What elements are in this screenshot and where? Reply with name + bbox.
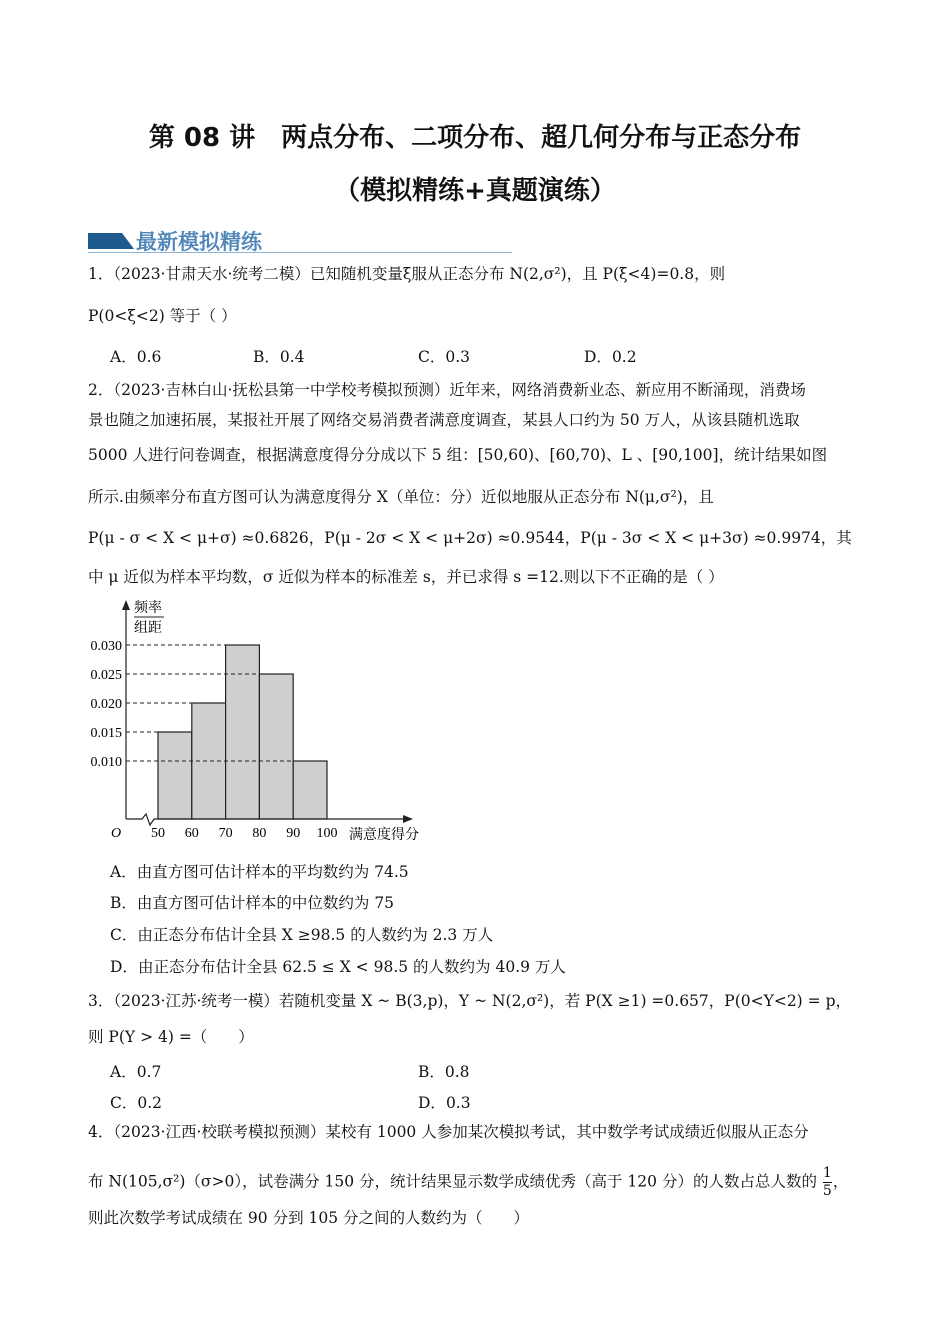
- option-c: C．由正态分布估计全县 X ≥98.5 的人数约为 2.3 万人: [110, 926, 494, 944]
- histogram-bar: [226, 645, 260, 819]
- option-d: D．0.2: [584, 348, 637, 366]
- fraction: $\frac{1}{5}$: [822, 1165, 832, 1199]
- section-title: 最新模拟精练: [136, 230, 262, 254]
- question-text: 则 P(Y > 4) =（ ）: [88, 1028, 254, 1046]
- question-text: P(μ - σ < X < μ+σ) ≈0.6826，P(μ - 2σ < X < μ+2σ) ≈0.9544，P(μ - 3σ < X < μ+3σ) ≈0.9974，其: [88, 529, 852, 547]
- x-axis-label: 满意度得分: [349, 828, 419, 843]
- x-tick-label: 90: [286, 826, 301, 841]
- option-a: A．由直方图可估计样本的平均数约为 74.5: [110, 863, 409, 881]
- x-axis-arrow-icon: [403, 815, 413, 823]
- option-d: D．由正态分布估计全县 62.5 ≤ X < 98.5 的人数约为 40.9 万人: [110, 958, 566, 976]
- question-text: 2．（2023·吉林白山·抚松县第一中学校考模拟预测）近年来，网络消费新业态、新应用不断涌现，消费场: [88, 381, 806, 399]
- histogram-bar: [293, 761, 327, 819]
- y-tick-label: 0.025: [90, 668, 122, 683]
- question-text: P(0<ξ<2) 等于（ ）: [88, 307, 237, 325]
- option-a: A．0.7: [110, 1063, 162, 1081]
- y-axis-label-denominator: 组距: [134, 621, 162, 636]
- x-tick-label: 80: [252, 826, 267, 841]
- question-text: 布 N(105,σ²)（σ>0），试卷满分 150 分，统计结果显示数学成绩优秀（高于 120 分）的人数占总人数的 $\frac{1}{5}$ ，: [88, 1165, 849, 1199]
- histogram-bar: [259, 674, 293, 819]
- question-text: 所示.由频率分布直方图可认为满意度得分 X（单位：分）近似地服从正态分布 N(μ,σ²)，且: [88, 488, 714, 506]
- option-c: C．0.3: [418, 348, 471, 366]
- option-b: B．由直方图可估计样本的中位数约为 75: [110, 894, 395, 912]
- y-tick-label: 0.030: [90, 639, 122, 654]
- y-tick-label: 0.010: [90, 755, 122, 770]
- y-tick-label: 0.020: [90, 697, 122, 712]
- page-subtitle: （模拟精练+真题演练）: [334, 176, 616, 206]
- question-text: 中 μ 近似为样本平均数，σ 近似为样本的标准差 s，并已求得 s =12.则以下不正确的是（ ）: [88, 568, 724, 586]
- page-title: 第 08 讲 两点分布、二项分布、超几何分布与正态分布: [148, 123, 802, 153]
- x-tick-label: 60: [184, 826, 199, 841]
- histogram-chart: [80, 590, 440, 850]
- option-d: D．0.3: [418, 1094, 471, 1112]
- x-tick-label: 50: [151, 826, 165, 841]
- option-b: B．0.8: [418, 1063, 470, 1081]
- section-header: [88, 226, 512, 253]
- question-text: 5000 人进行问卷调查，根据满意度得分分成以下 5 组：[50,60)、[60,70)、L 、[90,100]，统计结果如图: [88, 446, 828, 464]
- x-tick-label: 70: [218, 826, 233, 841]
- section-banner-icon: [88, 233, 122, 249]
- question-text: 1．（2023·甘肃天水·统考二模）已知随机变量ξ服从正态分布 N(2,σ²)，且 P(ξ<4)=0.8，则: [88, 265, 726, 283]
- option-a: A．0.6: [110, 348, 162, 366]
- y-axis-arrow-icon: [122, 600, 130, 610]
- origin-label: O: [110, 826, 122, 841]
- option-c: C．0.2: [110, 1094, 163, 1112]
- section-banner-triangle-icon: [122, 233, 134, 249]
- option-b: B．0.4: [253, 348, 305, 366]
- y-tick-label: 0.015: [90, 726, 122, 741]
- histogram-bar: [158, 732, 192, 819]
- question-text: 3．（2023·江苏·统考一模）若随机变量 X ~ B(3,p)，Y ~ N(2,σ²)，若 P(X ≥1) =0.657，P(0<Y<2) = p，: [88, 992, 851, 1010]
- question-text: 景也随之加速拓展，某报社开展了网络交易消费者满意度调查，某县人口约为 50 万人，从该县随机选取: [88, 411, 800, 429]
- question-text: 4．（2023·江西·校联考模拟预测）某校有 1000 人参加某次模拟考试，其中数学考试成绩近似服从正态分: [88, 1123, 809, 1141]
- question-text: 则此次数学考试成绩在 90 分到 105 分之间的人数约为（ ）: [88, 1209, 530, 1227]
- y-axis-label-numerator: 频率: [134, 601, 162, 616]
- x-tick-label: 100: [316, 826, 338, 841]
